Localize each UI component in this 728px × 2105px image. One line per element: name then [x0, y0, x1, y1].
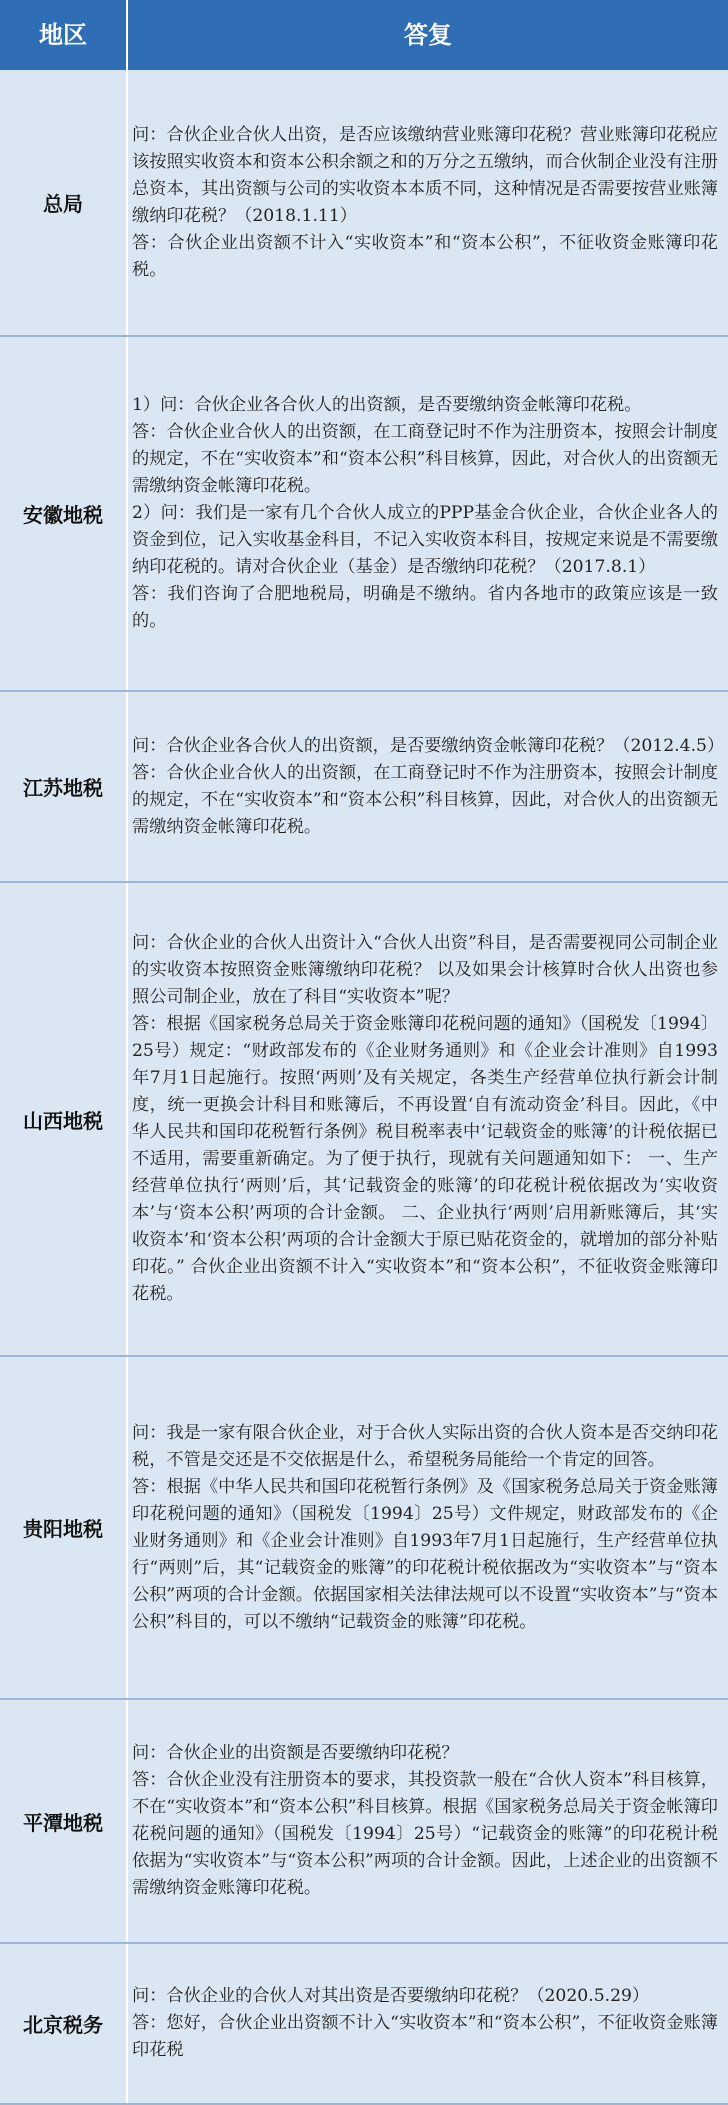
header-region: 地区 [39, 21, 87, 49]
answer-text [128, 1983, 728, 2064]
answer-paragraph: 1）问：合伙企业各合伙人的出资额，是否要缴纳资金帐簿印花税。 [132, 395, 642, 415]
region-cell: 安徽地税 [0, 337, 126, 690]
answer-paragraph: 答：您好，合伙企业出资额不计入“实收资本”和“资本公积”，不征收资金账簿印花税 [132, 2013, 718, 2060]
region-cell: 北京税务 [0, 1944, 126, 2103]
answer-text [128, 930, 728, 1308]
table-row [0, 883, 728, 1357]
answer-cell [128, 883, 728, 1355]
table-row [0, 1944, 728, 2105]
answer-paragraph: 答：根据《国家税务总局关于资金账簿印花税问题的通知》（国税发〔1994〕25号）规定：“财政部发布的《企业财务通则》和《企业会计准则》自1993年7月1日起施行。按照‘两则’及有关规定，各类生产经营单位执行新会计制度，统一更换会计科目和账簿后，不再设置‘自有流动资金’科目。因此，《中华人民共和国印花税暂行条例》税目税率表中‘记载资金的账簿’的计税依据已不适用，需要重新确定。为了便于执行，现就有关问题通知如下： 一、生产经营单位执行‘两则’后，其‘记载资金的账簿’的印花税计税依据改为‘实收资本’与‘资本公积’两项的合计金额。 二、企业执行‘两则’启用新账簿后，其‘实收资本’和‘资本公积’两项的合计金额大于原已贴花资金的，就增加的部分补贴印花。” 合伙企业出资额不计入“实收资本”和“资本公积”，不征收资金账簿印花税。 [132, 1014, 718, 1304]
answer-paragraph: 答：合伙企业出资额不计入“实收资本”和“资本公积”，不征收资金账簿印花税。 [132, 232, 718, 280]
answer-cell [128, 1700, 728, 1942]
answer-cell [128, 692, 728, 881]
answer-paragraph: 问：我是一家有限合伙企业，对于合伙人实际出资的合伙人资本是否交纳印花税，不管是交还是不交依据是什么，希望税务局能给一个肯定的回答。 [132, 1422, 718, 1470]
table-row [0, 1357, 728, 1700]
answer-paragraph: 答：合伙企业没有注册资本的要求，其投资款一般在“合伙人资本”科目核算，不在“实收资本”和“资本公积”科目核算。根据《国家税务总局关于资金帐簿印花税问题的通知》（国税发〔1994〕25号）“记载资金的账簿”的印花税计税依据为“实收资本”与“资本公积”两项的合计金额。因此，上述企业的出资额不需缴纳资金账簿印花税。 [132, 1770, 718, 1898]
region-cell: 总局 [0, 70, 126, 335]
region-cell: 贵阳地税 [0, 1357, 126, 1698]
region-cell: 江苏地税 [0, 692, 126, 881]
answer-text [128, 122, 728, 284]
table-header [0, 0, 728, 70]
answer-text [128, 392, 728, 635]
table-row [0, 70, 728, 337]
answer-paragraph: 问：合伙企业合伙人出资，是否应该缴纳营业账簿印花税？营业账簿印花税应该按照实收资本和资本公积余额之和的万分之五缴纳，而合伙制企业没有注册总资本，其出资额与公司的实收资本本质不同，这种情况是否需要按营业账簿缴纳印花税？（2018.1.11） [132, 124, 718, 226]
header-answer: 答复 [404, 21, 452, 49]
answer-paragraph: 答：我们咨询了合肥地税局，明确是不缴纳。省内各地市的政策应该是一致的。 [132, 584, 718, 631]
table-row [0, 692, 728, 883]
answer-paragraph: 问：合伙企业的合伙人对其出资是否要缴纳印花税？（2020.5.29） [132, 1986, 650, 2006]
answer-paragraph: 问：合伙企业各合伙人的出资额，是否要缴纳资金帐簿印花税？（2012.4.5） [132, 735, 725, 756]
region-cell: 山西地税 [0, 883, 126, 1355]
answer-paragraph: 答：合伙企业合伙人的出资额，在工商登记时不作为注册资本，按照会计制度的规定，不在“实收资本”和“资本公积”科目核算，因此，对合伙人的出资额无需缴纳资金帐簿印花税。 [132, 762, 718, 837]
answer-text [128, 733, 728, 841]
answer-cell [128, 1944, 728, 2103]
answer-cell [128, 70, 728, 335]
answer-paragraph: 2）问：我们是一家有几个合伙人成立的PPP基金合伙企业，合伙企业各人的资金到位，记入实收基金科目，不记入实收资本科目，按规定来说是不需要缴纳印花税的。请对合伙企业（基金）是否缴纳印花税？（2017.8.1） [132, 503, 718, 577]
answer-text [128, 1420, 728, 1636]
answer-cell [128, 1357, 728, 1698]
answer-paragraph: 问：合伙企业的出资额是否要缴纳印花税？ [132, 1743, 459, 1763]
answer-paragraph: 问：合伙企业的合伙人出资计入“合伙人出资”科目，是否需要视同公司制企业的实收资本按照资金账簿缴纳印花税？ 以及如果会计核算时合伙人出资也参照公司制企业，放在了科目“实收资本”呢？ [132, 933, 718, 1007]
answer-paragraph: 答：根据《中华人民共和国印花税暂行条例》及《国家税务总局关于资金账簿印花税问题的通知》（国税发〔1994〕25号）文件规定，财政部发布的《企业财务通则》和《企业会计准则》自1993年7月1日起施行，生产经营单位执行“两则”后，其“记载资金的账簿”的印花税计税依据改为“实收资本”与“资本公积”两项的合计金额。依据国家相关法律法规可以不设置“实收资本”与“资本公积”科目的，可以不缴纳“记载资金的账簿”印花税。 [132, 1476, 718, 1632]
table-row [0, 337, 728, 692]
region-cell: 平潭地税 [0, 1700, 126, 1942]
answer-cell [128, 337, 728, 690]
table-row [0, 1700, 728, 1944]
answer-paragraph: 答：合伙企业合伙人的出资额，在工商登记时不作为注册资本，按照会计制度的规定，不在“实收资本”和“资本公积”科目核算，因此，对合伙人的出资额无需缴纳资金帐簿印花税。 [132, 422, 718, 496]
answer-text [128, 1740, 728, 1902]
